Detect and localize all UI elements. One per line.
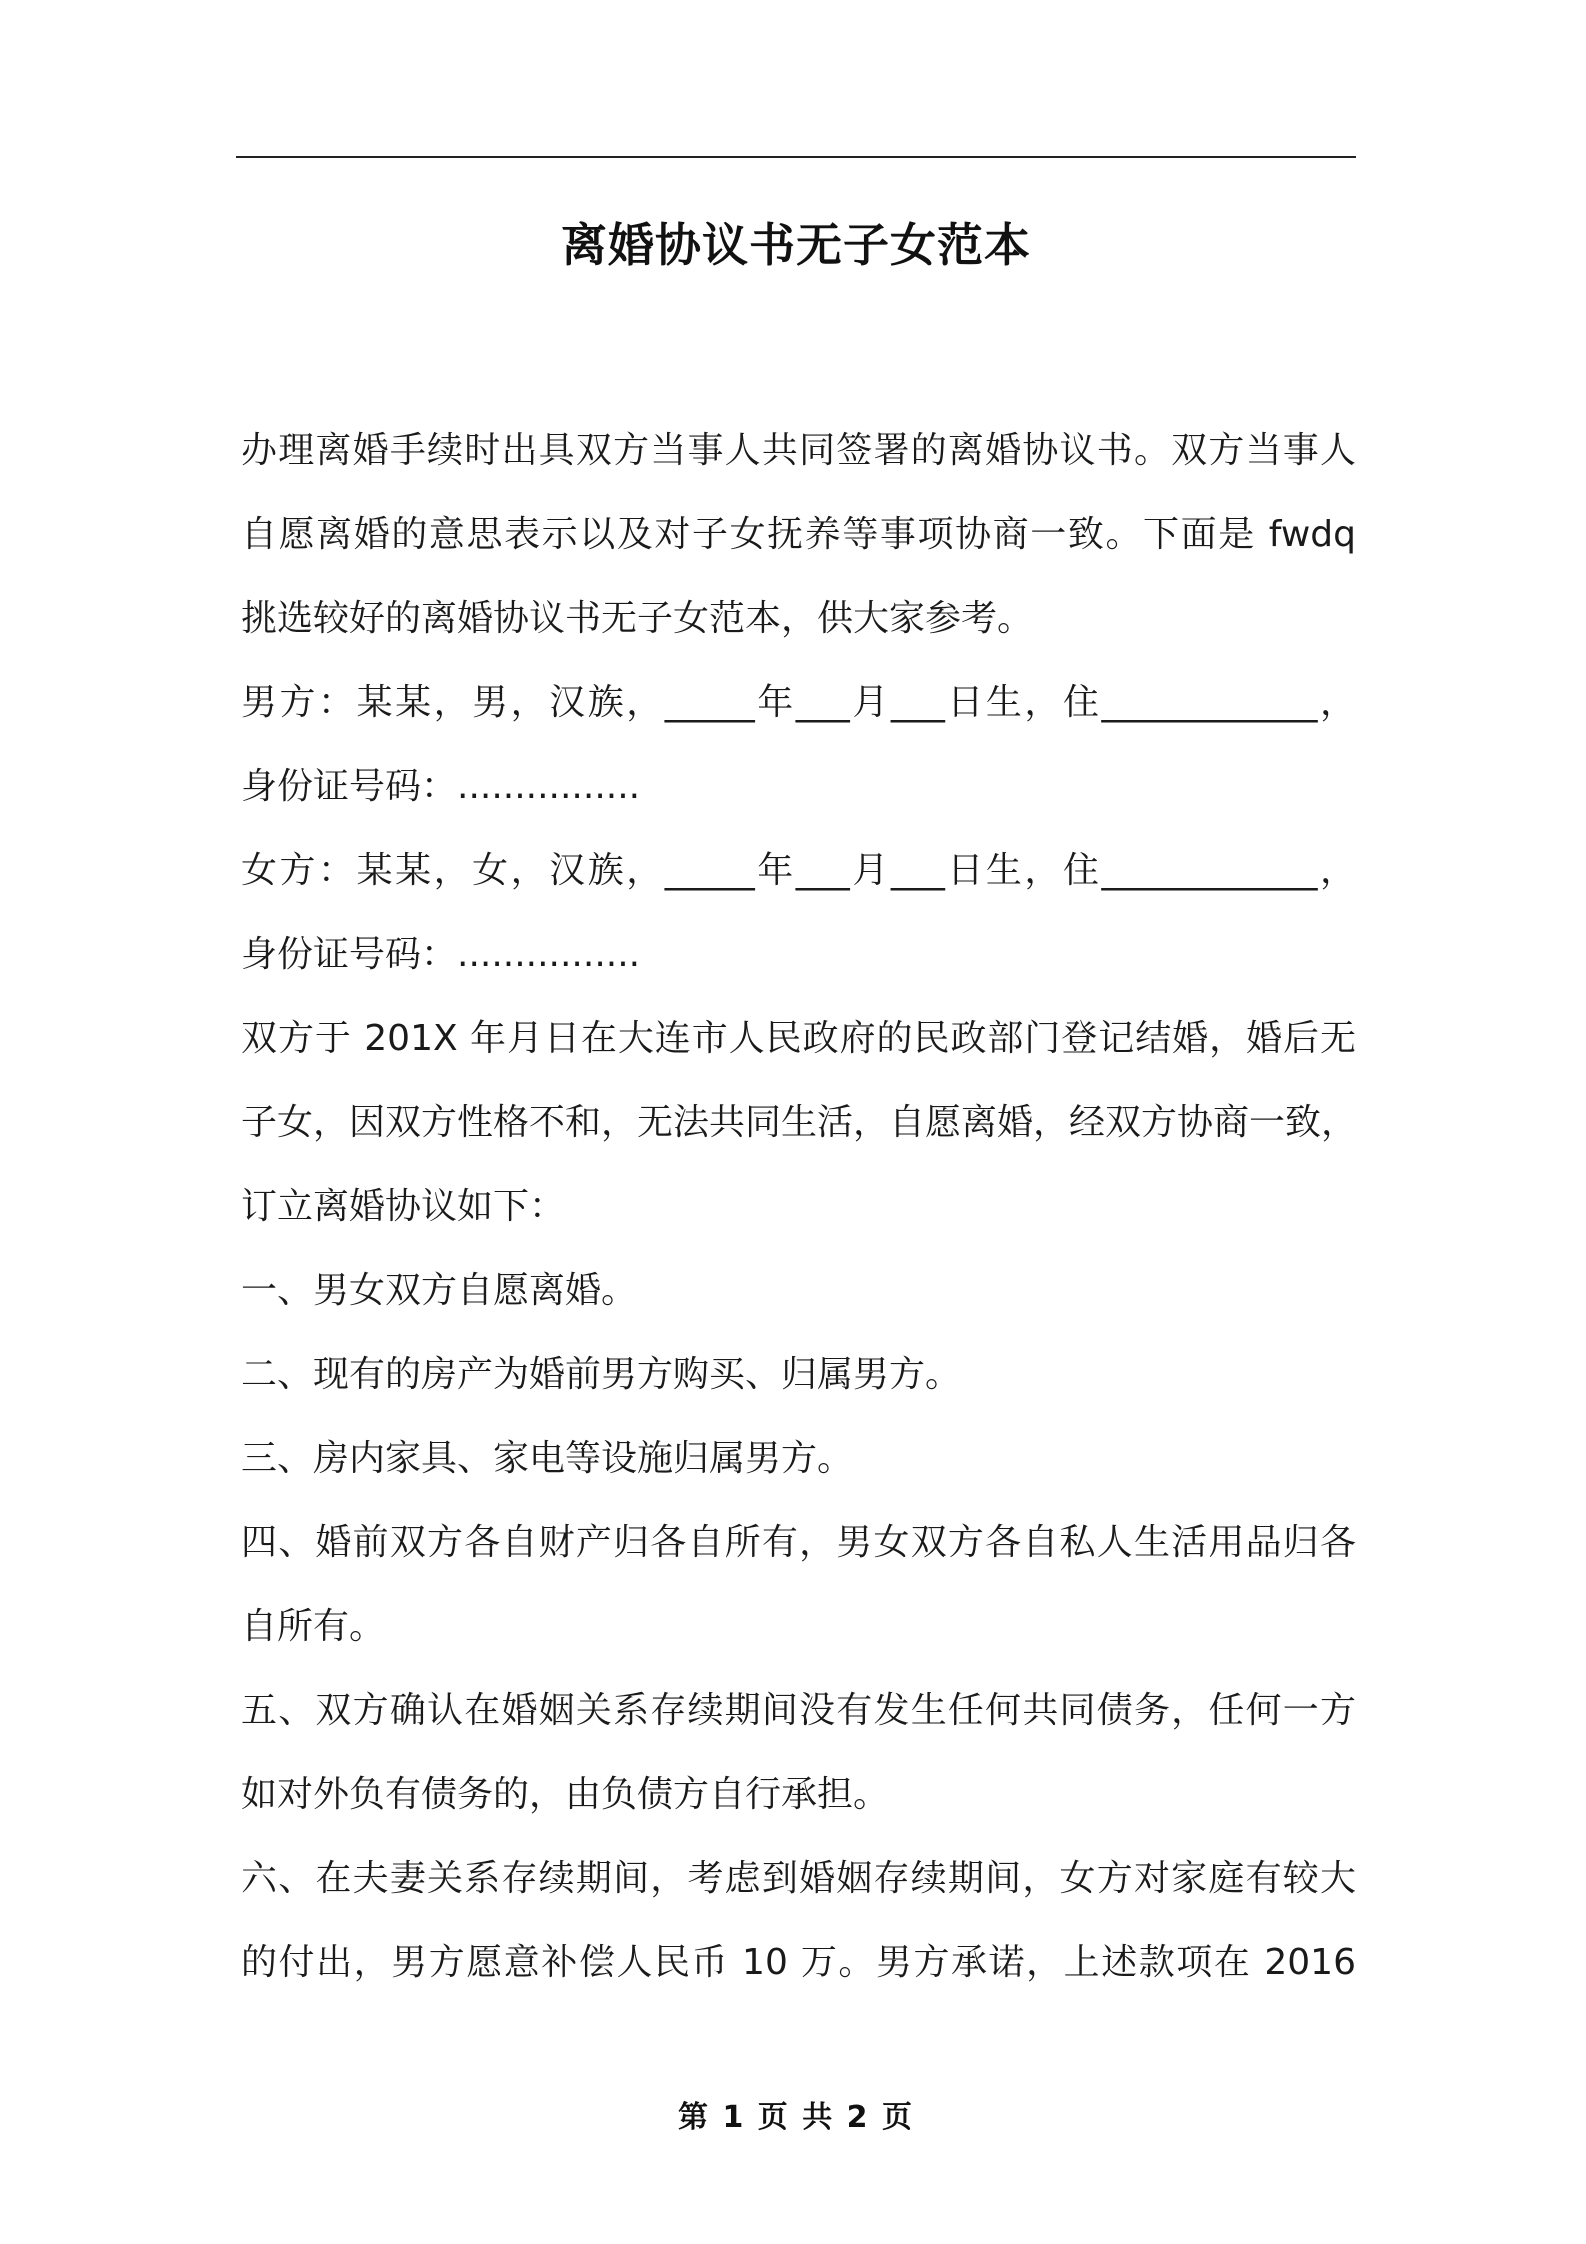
body-line: 二、现有的房产为婚前男方购买、归属男方。 (241, 1354, 962, 1395)
body-line: 如对外负有债务的，由负债方自行承担。 (241, 1774, 890, 1815)
document-title: 离婚协议书无子女范本 (561, 218, 1031, 272)
body-line: 一、男女双方自愿离婚。 (241, 1270, 638, 1311)
body-line: 的付出，男方愿意补偿人民币 10 万。男方承诺，上述款项在 2016 (241, 1942, 1356, 1983)
body-line: 女方：某某，女，汉族，_____年___月___日生，住____________， (241, 850, 1356, 891)
header-rule (236, 156, 1356, 158)
page-number-footer: 第 1 页 共 2 页 (678, 2100, 914, 2135)
body-line: 三、房内家具、家电等设施归属男方。 (241, 1438, 854, 1479)
body-line: 自愿离婚的意思表示以及对子女抚养等事项协商一致。下面是 fwdq (241, 514, 1356, 555)
body-line: 身份证号码：................ (241, 766, 641, 807)
body-line: 办理离婚手续时出具双方当事人共同签署的离婚协议书。双方当事人 (241, 430, 1356, 471)
body-line: 四、婚前双方各自财产归各自所有，男女双方各自私人生活用品归各 (241, 1522, 1356, 1563)
body-line: 自所有。 (241, 1606, 386, 1647)
body-line: 订立离婚协议如下： (241, 1186, 566, 1227)
body-line: 男方：某某，男，汉族，_____年___月___日生，住____________， (241, 682, 1356, 723)
body-line: 六、在夫妻关系存续期间，考虑到婚姻存续期间，女方对家庭有较大 (241, 1858, 1356, 1899)
body-line: 五、双方确认在婚姻关系存续期间没有发生任何共同债务，任何一方 (241, 1690, 1356, 1731)
body-line: 挑选较好的离婚协议书无子女范本，供大家参考。 (241, 598, 1034, 639)
body-line: 双方于 201X 年月日在大连市人民政府的民政部门登记结婚，婚后无 (241, 1018, 1356, 1059)
document-body (241, 409, 1356, 2005)
body-line: 子女，因双方性格不和，无法共同生活，自愿离婚，经双方协商一致， (241, 1102, 1358, 1143)
body-line: 身份证号码：................ (241, 934, 641, 975)
